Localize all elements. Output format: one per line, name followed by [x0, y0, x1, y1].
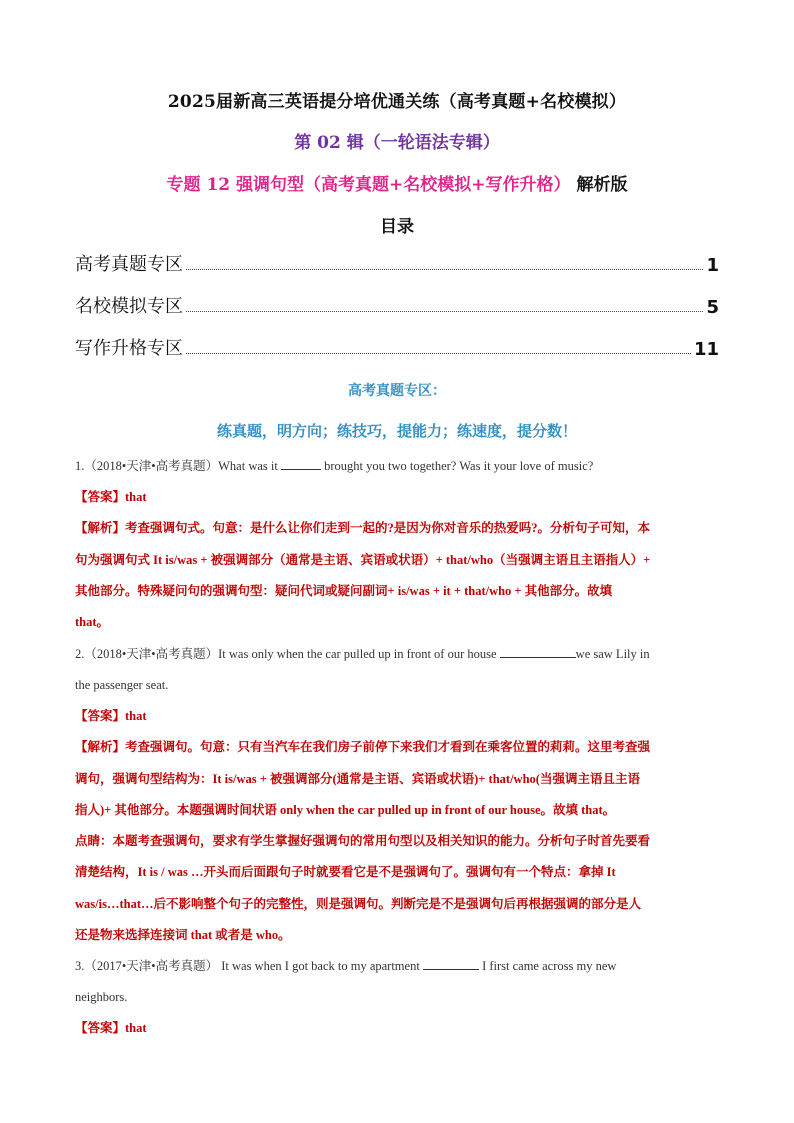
- topic-title: [0, 170, 794, 195]
- toc-heading: 目录: [380, 217, 414, 237]
- topic-title-main: 专题 12 强调句型（高考真题+名校模拟+写作升格）: [166, 175, 571, 195]
- question-stem-end: we saw Lily in: [575, 647, 650, 661]
- analysis-line: 调句，强调句型结构为：It is/was + 被强调部分(通常是主语、宾语或状语)+ that/who(当强调主语且主语: [75, 772, 640, 786]
- question-stem-continued: neighbors.: [75, 990, 128, 1004]
- analysis-line: 句为强调句式 It is/was + 被强调部分（通常是主语、宾语或状语）+ that/who（当强调主语且主语指人）+: [75, 553, 651, 567]
- answer-line: 【答案】that: [75, 490, 147, 504]
- analysis-line: 指人)+ 其他部分。本题强调时间状语 only when the car pulled up in front of our house。故填 that。: [75, 803, 616, 817]
- answer-blank: [281, 457, 321, 470]
- analysis-line: was/is…that…后不影响整个句子的完整性，则是强调句。判断完是不是强调句后再根据强调的部分是人: [75, 897, 641, 911]
- toc-item-page: 1: [706, 255, 719, 276]
- answer-blank: [500, 645, 576, 658]
- question-stem: [75, 645, 735, 663]
- toc-item[interactable]: [75, 290, 719, 318]
- question-stem-start: 1.（2018•天津•高考真题）What was it: [75, 459, 278, 473]
- series-subtitle: 第 02 辑（一轮语法专辑）: [294, 133, 500, 153]
- document-title: 2025届新高三英语提分培优通关练（高考真题+名校模拟）: [167, 92, 627, 112]
- answer-line: 【答案】that: [75, 1021, 147, 1035]
- answer-blank: [423, 957, 479, 970]
- toc-item-page: 11: [693, 339, 719, 360]
- toc-item-page: 5: [706, 297, 719, 318]
- toc-item-label: 高考真题专区: [75, 254, 183, 275]
- question-stem: [75, 957, 735, 975]
- analysis-line: 其他部分。特殊疑问句的强调句型：疑问代词或疑问副词+ is/was + it + that/who + 其他部分。故填: [75, 584, 613, 598]
- section-title: 高考真题专区：: [348, 383, 446, 399]
- question-stem: [75, 457, 735, 475]
- analysis-line: 还是物来选择连接词 that 或者是 who。: [75, 928, 291, 942]
- analysis-line: 【解析】考查强调句。句意：只有当汽车在我们房子前停下来我们才看到在乘客位置的莉莉。这里考查强: [75, 740, 651, 754]
- question-stem-start: 3.（2017•天津•高考真题） It was when I got back to my apartment: [75, 959, 420, 973]
- toc-item-label: 写作升格专区: [75, 338, 183, 359]
- answer-line: 【答案】that: [75, 709, 147, 723]
- analysis-line: 点睛：本题考查强调句，要求有学生掌握好强调句的常用句型以及相关知识的能力。分析句子时首先要看: [75, 834, 651, 848]
- question-stem-end: I first came across my new: [478, 959, 617, 973]
- analysis-line: 清楚结构，It is / was …开头而后面跟句子时就要看它是不是强调句了。强调句有一个特点：拿掉 It: [75, 865, 616, 879]
- question-stem-start: 2.（2018•天津•高考真题）It was only when the car pulled up in front of our house: [75, 647, 497, 661]
- section-slogan: 练真题，明方向；练技巧，提能力；练速度，提分数！: [216, 422, 577, 440]
- toc-leader-dots: [186, 353, 691, 354]
- question-stem-continued: the passenger seat.: [75, 678, 169, 692]
- toc-item[interactable]: [75, 332, 719, 360]
- topic-title-edition: 解析版: [576, 175, 628, 195]
- question-stem-end: brought you two together? Was it your love of music?: [320, 459, 594, 473]
- analysis-line: that。: [75, 615, 110, 629]
- toc-item[interactable]: [75, 248, 719, 276]
- toc-item-label: 名校模拟专区: [75, 296, 183, 317]
- toc-leader-dots: [186, 311, 703, 312]
- analysis-line: 【解析】考查强调句式。句意：是什么让你们走到一起的?是因为你对音乐的热爱吗?。分析句子可知，本: [75, 521, 651, 535]
- toc-leader-dots: [186, 269, 703, 270]
